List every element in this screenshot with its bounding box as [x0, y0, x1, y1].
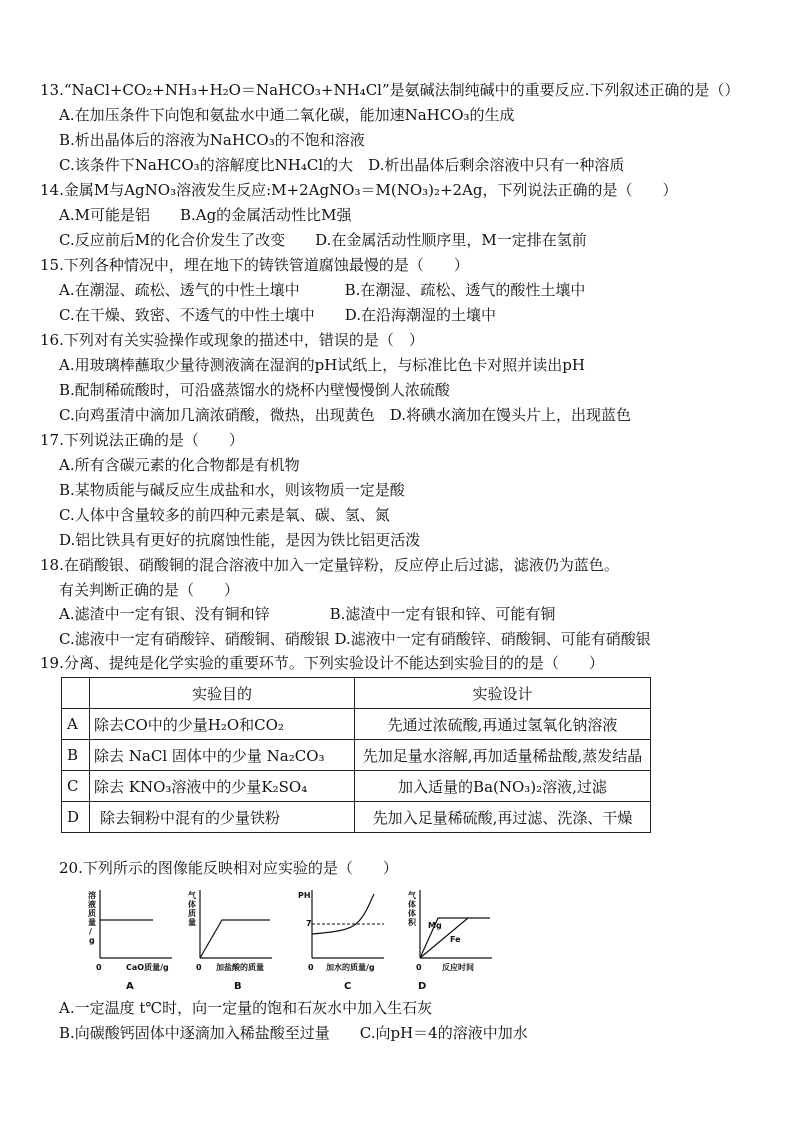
- y-char: g: [89, 936, 95, 945]
- row-purpose: 除去 NaCl 固体中的少量 Na₂CO₃: [90, 740, 355, 771]
- graph-d: [406, 886, 506, 1000]
- y-axis-label: PH: [298, 891, 311, 900]
- row-design: 先加足量水溶解,再加适量稀盐酸,蒸发结晶: [355, 740, 651, 771]
- table-row: [62, 771, 651, 802]
- y-char: 气: [408, 891, 416, 900]
- header-cell-design: 实验设计: [355, 678, 651, 709]
- row-label: C: [62, 771, 90, 802]
- table-header-row: [62, 678, 651, 709]
- ph7-mark: 7: [306, 919, 312, 928]
- table-row: [62, 740, 651, 771]
- y-char: 质: [88, 909, 96, 918]
- q16-stem: 16.下列对有关实验操作或现象的描述中，错误的是（ ）: [40, 331, 424, 349]
- row-label: A: [62, 709, 90, 740]
- y-char: 质: [188, 909, 196, 918]
- graph-a-ylabel: [88, 890, 96, 945]
- q19-stem: 19.分离、提纯是化学实验的重要环节。下列实验设计不能达到实验目的的是（ ）: [40, 654, 604, 672]
- q17-option-a: A.所有含碳元素的化合物都是有机物: [59, 456, 300, 474]
- q20-option-bc: B.向碳酸钙固体中逐滴加入稀盐酸至过量 C.向pH＝4的溶液中加水: [59, 1024, 528, 1042]
- q14-option-ab: A.M可能是铝 B.Ag的金属活动性比M强: [59, 206, 352, 224]
- q19-experiment-table: [61, 677, 651, 833]
- y-char: 量: [188, 918, 196, 927]
- series-label-fe: Fe: [450, 935, 461, 944]
- y-char: 量: [88, 918, 96, 927]
- y-char: 体: [408, 909, 416, 918]
- row-purpose: 除去 KNO₃溶液中的少量K₂SO₄: [90, 771, 355, 802]
- table-row: [62, 709, 651, 740]
- curve-line: [200, 920, 270, 958]
- x-axis-label: CaO质量/g: [126, 963, 169, 972]
- q15-option-ab: A.在潮湿、疏松、透气的中性土壤中 B.在潮湿、疏松、透气的酸性土壤中: [59, 281, 586, 299]
- graph-c: [296, 886, 396, 1000]
- origin-label: 0: [416, 963, 422, 972]
- q14-option-cd: C.反应前后M的化合价发生了改变 D.在金属活动性顺序里，M一定排在氢前: [59, 231, 587, 249]
- header-cell-purpose: 实验目的: [90, 678, 355, 709]
- y-char: /: [89, 927, 92, 936]
- y-char: 体: [408, 900, 416, 909]
- q17-option-d: D.铝比铁具有更好的抗腐蚀性能，是因为铁比铝更活泼: [59, 531, 421, 549]
- y-char: 溶: [88, 891, 96, 900]
- row-design: 先通过浓硫酸,再通过氢氧化钠溶液: [355, 709, 651, 740]
- graph-a: [86, 886, 186, 1000]
- y-char: 积: [408, 918, 416, 927]
- q17-option-c: C.人体中含量较多的前四种元素是氧、碳、氢、氮: [59, 506, 390, 524]
- q13-option-cd: C.该条件下NaHCO₃的溶解度比NH₄Cl的大 D.析出晶体后剩余溶液中只有一种溶质: [59, 156, 625, 174]
- y-char: 液: [88, 900, 96, 909]
- graph-letter: D: [418, 981, 427, 992]
- y-char: 体: [188, 900, 196, 909]
- q20-option-a: A.一定温度 t℃时，向一定量的饱和石灰水中加入生石灰: [59, 999, 433, 1017]
- q20-stem: 20.下列所示的图像能反映相对应实验的是（ ）: [59, 859, 398, 877]
- q18-option-ab: A.滤渣中一定有银、没有铜和锌 B.滤渣中一定有银和锌、可能有铜: [59, 605, 556, 623]
- q17-option-b: B.某物质能与碱反应生成盐和水，则该物质一定是酸: [59, 481, 405, 499]
- graph-d-ylabel: [408, 890, 417, 927]
- q17-stem: 17.下列说法正确的是（ ）: [40, 431, 244, 449]
- q13-option-a: A.在加压条件下向饱和氨盐水中通二氧化碳，能加速NaHCO₃的生成: [59, 106, 515, 124]
- row-label: B: [62, 740, 90, 771]
- q16-option-cd: C.向鸡蛋清中滴加几滴浓硝酸，微热，出现黄色 D.将碘水滴加在馒头片上，出现蓝色: [59, 406, 631, 424]
- table-row: [62, 802, 651, 833]
- header-cell-label: [62, 678, 90, 709]
- q16-option-b: B.配制稀硫酸时，可沿盛蒸馏水的烧杯内壁慢慢倒人浓硫酸: [59, 381, 450, 399]
- x-axis-label: 加水的质量/g: [326, 963, 375, 972]
- series-label-mg: Mg: [428, 921, 442, 930]
- x-axis-label: 反应时间: [442, 963, 474, 972]
- origin-label: 0: [96, 963, 102, 972]
- graph-b: [186, 886, 286, 1000]
- row-label: D: [62, 802, 90, 833]
- row-design: 先加入足量稀硫酸,再过滤、洗涤、干燥: [355, 802, 651, 833]
- q13-stem: 13.“NaCl+CO₂+NH₃+H₂O＝NaHCO₃+NH₄Cl”是氨碱法制纯碱中的重要反应.下列叙述正确的是（）: [40, 81, 740, 99]
- origin-label: 0: [196, 963, 202, 972]
- q13-option-b: B.析出晶体后的溶液为NaHCO₃的不饱和溶液: [59, 131, 365, 149]
- graph-letter: C: [344, 981, 352, 992]
- origin-label: 0: [308, 963, 314, 972]
- curve-line: [312, 894, 374, 934]
- q18-stem: 18.在硝酸银、硝酸铜的混合溶液中加入一定量锌粉，反应停止后过滤，滤液仍为蓝色。: [40, 556, 619, 574]
- q15-option-cd: C.在干燥、致密、不透气的中性土壤中 D.在沿海潮湿的土壤中: [59, 306, 496, 324]
- q14-stem: 14.金属M与AgNO₃溶液发生反应:M+2AgNO₃＝M(NO₃)₂+2Ag，下列说法正确的是（ ）: [40, 181, 678, 199]
- q18-stem-cont: 有关判断正确的是（ ）: [59, 581, 240, 599]
- graph-b-ylabel: [188, 890, 197, 927]
- row-purpose: 除去CO中的少量H₂O和CO₂: [90, 709, 355, 740]
- q15-stem: 15.下列各种情况中，埋在地下的铸铁管道腐蚀最慢的是（ ）: [40, 256, 469, 274]
- row-purpose: 除去铜粉中混有的少量铁粉: [90, 802, 355, 833]
- row-design: 加入适量的Ba(NO₃)₂溶液,过滤: [355, 771, 651, 802]
- x-axis-label: 加盐酸的质量: [216, 963, 264, 972]
- y-char: 气: [188, 891, 196, 900]
- q18-option-cd: C.滤液中一定有硝酸锌、硝酸铜、硝酸银 D.滤液中一定有硝酸锌、硝酸铜、可能有硝酸银: [59, 630, 651, 648]
- graph-letter: A: [126, 981, 134, 992]
- graph-letter: B: [234, 981, 242, 992]
- q16-option-a: A.用玻璃棒蘸取少量待测液滴在湿润的pH试纸上，与标准比色卡对照并读出pH: [59, 356, 585, 374]
